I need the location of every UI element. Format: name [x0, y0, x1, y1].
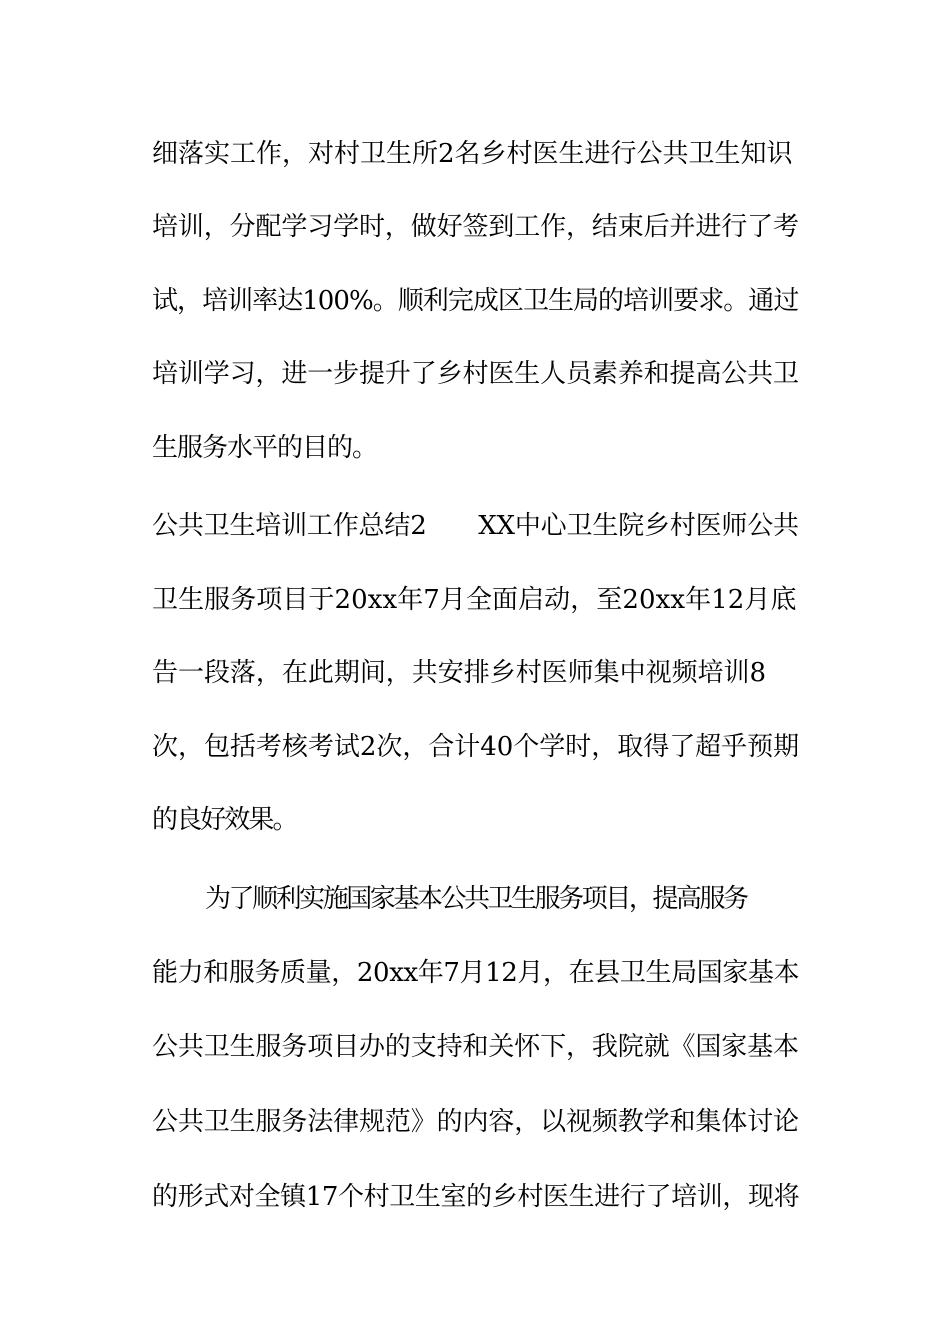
- text-line: 的良好效果。: [152, 805, 297, 835]
- text-line: 细落实工作，对村卫生所2名乡村医生进行公共卫生知识: [152, 139, 793, 169]
- text-line: 告一段落，在此期间，共安排乡村医师集中视频培训8: [152, 658, 767, 688]
- text-line: 培训，分配学习学时，做好签到工作，结束后并进行了考: [152, 212, 799, 242]
- text-line: 试，培训率达100%。顺利完成区卫生局的培训要求。通过: [152, 286, 799, 316]
- text-line: 培训学习，进一步提升了乡村医生人员素养和提高公共卫: [152, 359, 799, 389]
- section-title-line: 公共卫生培训工作总结2 XX中心卫生院乡村医师公共: [152, 511, 799, 541]
- text-line: 公共卫生服务法律规范》的内容，以视频教学和集体讨论: [152, 1107, 799, 1137]
- text-line: 公共卫生服务项目办的支持和关怀下，我院就《国家基本: [152, 1032, 799, 1062]
- text-line: 的形式对全镇17个村卫生室的乡村医生进行了培训，现将: [152, 1182, 800, 1212]
- paragraph-first-line: 为了顺利实施国家基本公共卫生服务项目，提高服务: [205, 884, 747, 914]
- text-line: 次，包括考核考试2次，合计40个学时，取得了超乎预期: [152, 732, 800, 762]
- text-line: 卫生服务项目于20xx年7月全面启动，至20xx年12月底: [152, 585, 797, 615]
- text-line: 生服务水平的目的。: [152, 433, 378, 463]
- text-line: 能力和服务质量，20xx年7月12月，在县卫生局国家基本: [152, 958, 800, 988]
